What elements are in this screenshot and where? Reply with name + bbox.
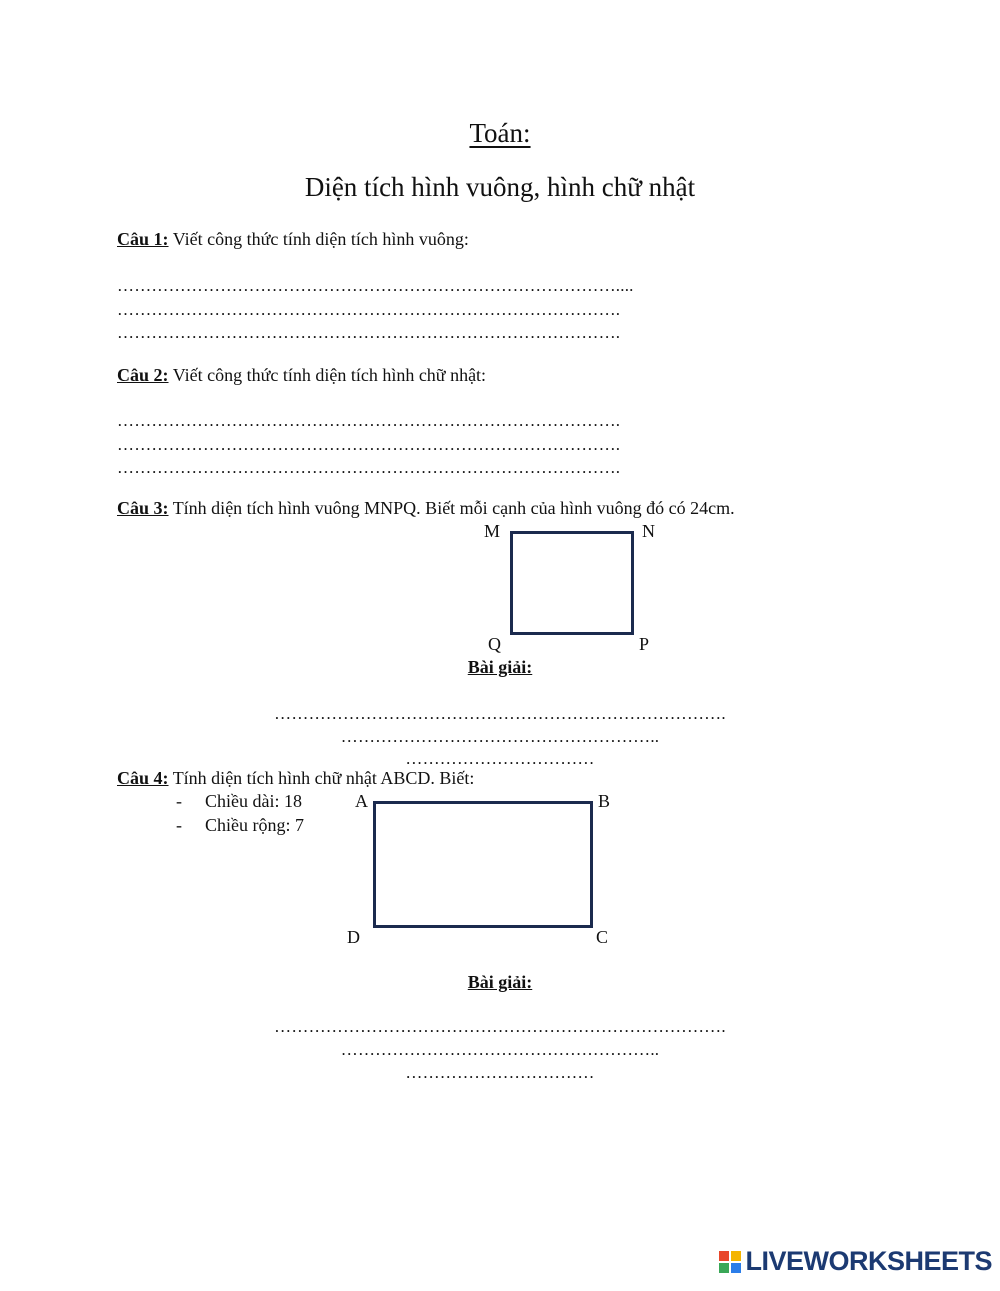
answer-line[interactable]: ……………………………………………………………………………. (117, 458, 621, 477)
solution-line[interactable]: …………………………… (405, 1063, 595, 1082)
solution-line[interactable]: …………………………… (405, 749, 595, 768)
vertex-d: D (347, 927, 360, 947)
vertex-b: B (598, 791, 611, 811)
solution-label: Bài giải: (467, 972, 533, 992)
solution-line[interactable]: ……………………………………………….. (340, 727, 660, 746)
question-2-label: Câu 2: (117, 365, 169, 385)
answer-line[interactable]: ……………………………………………………………………………. (117, 435, 621, 454)
vertex-c: C (596, 927, 609, 947)
question-4 (117, 768, 474, 789)
question-2-text: Viết công thức tính diện tích hình chữ nhật: (168, 365, 487, 385)
question-1-label: Câu 1: (117, 229, 169, 249)
solution-line[interactable]: ……………………………………………………………………. (274, 704, 726, 723)
vertex-m: M (484, 521, 501, 541)
question-2 (117, 365, 486, 386)
question-3-label: Câu 3: (117, 498, 169, 518)
question-4-text: Tính diện tích hình chữ nhật ABCD. Biết: (168, 768, 475, 788)
question-4-label: Câu 4: (117, 768, 169, 788)
bullet-marker: - (176, 791, 182, 811)
vertex-a: A (355, 791, 368, 811)
question-3 (117, 498, 735, 519)
square-mnpq (510, 531, 634, 635)
question-1 (117, 229, 469, 250)
page-title: Diện tích hình vuông, hình chữ nhật (304, 172, 696, 202)
subject-title: Toán: (469, 118, 531, 148)
answer-line[interactable]: ……………………………………………………………………………. (117, 323, 621, 342)
width-item: Chiều rộng: 7 (205, 815, 304, 835)
logo-text: LIVEWORKSHEETS (745, 1246, 992, 1276)
vertex-n: N (642, 521, 655, 541)
question-1-text: Viết công thức tính diện tích hình vuông: (168, 229, 469, 249)
solution-line[interactable]: ……………………………………………….. (340, 1040, 660, 1059)
liveworksheets-logo (719, 1246, 992, 1277)
vertex-q: Q (488, 634, 501, 654)
rectangle-abcd (373, 801, 593, 928)
length-item: Chiều dài: 18 (205, 791, 302, 811)
solution-label: Bài giải: (467, 657, 533, 677)
answer-line[interactable]: ……………………………………………………………………………. (117, 300, 621, 319)
solution-line[interactable]: ……………………………………………………………………. (274, 1017, 726, 1036)
bullet-marker: - (176, 815, 182, 835)
answer-line[interactable]: ……………………………………………………………………………. (117, 411, 621, 430)
answer-line[interactable]: …………………………………………………………………………….... (117, 276, 634, 295)
logo-blocks-icon (719, 1251, 741, 1273)
question-3-text: Tính diện tích hình vuông MNPQ. Biết mỗi cạnh của hình vuông đó có 24cm. (168, 498, 735, 518)
vertex-p: P (639, 634, 650, 654)
